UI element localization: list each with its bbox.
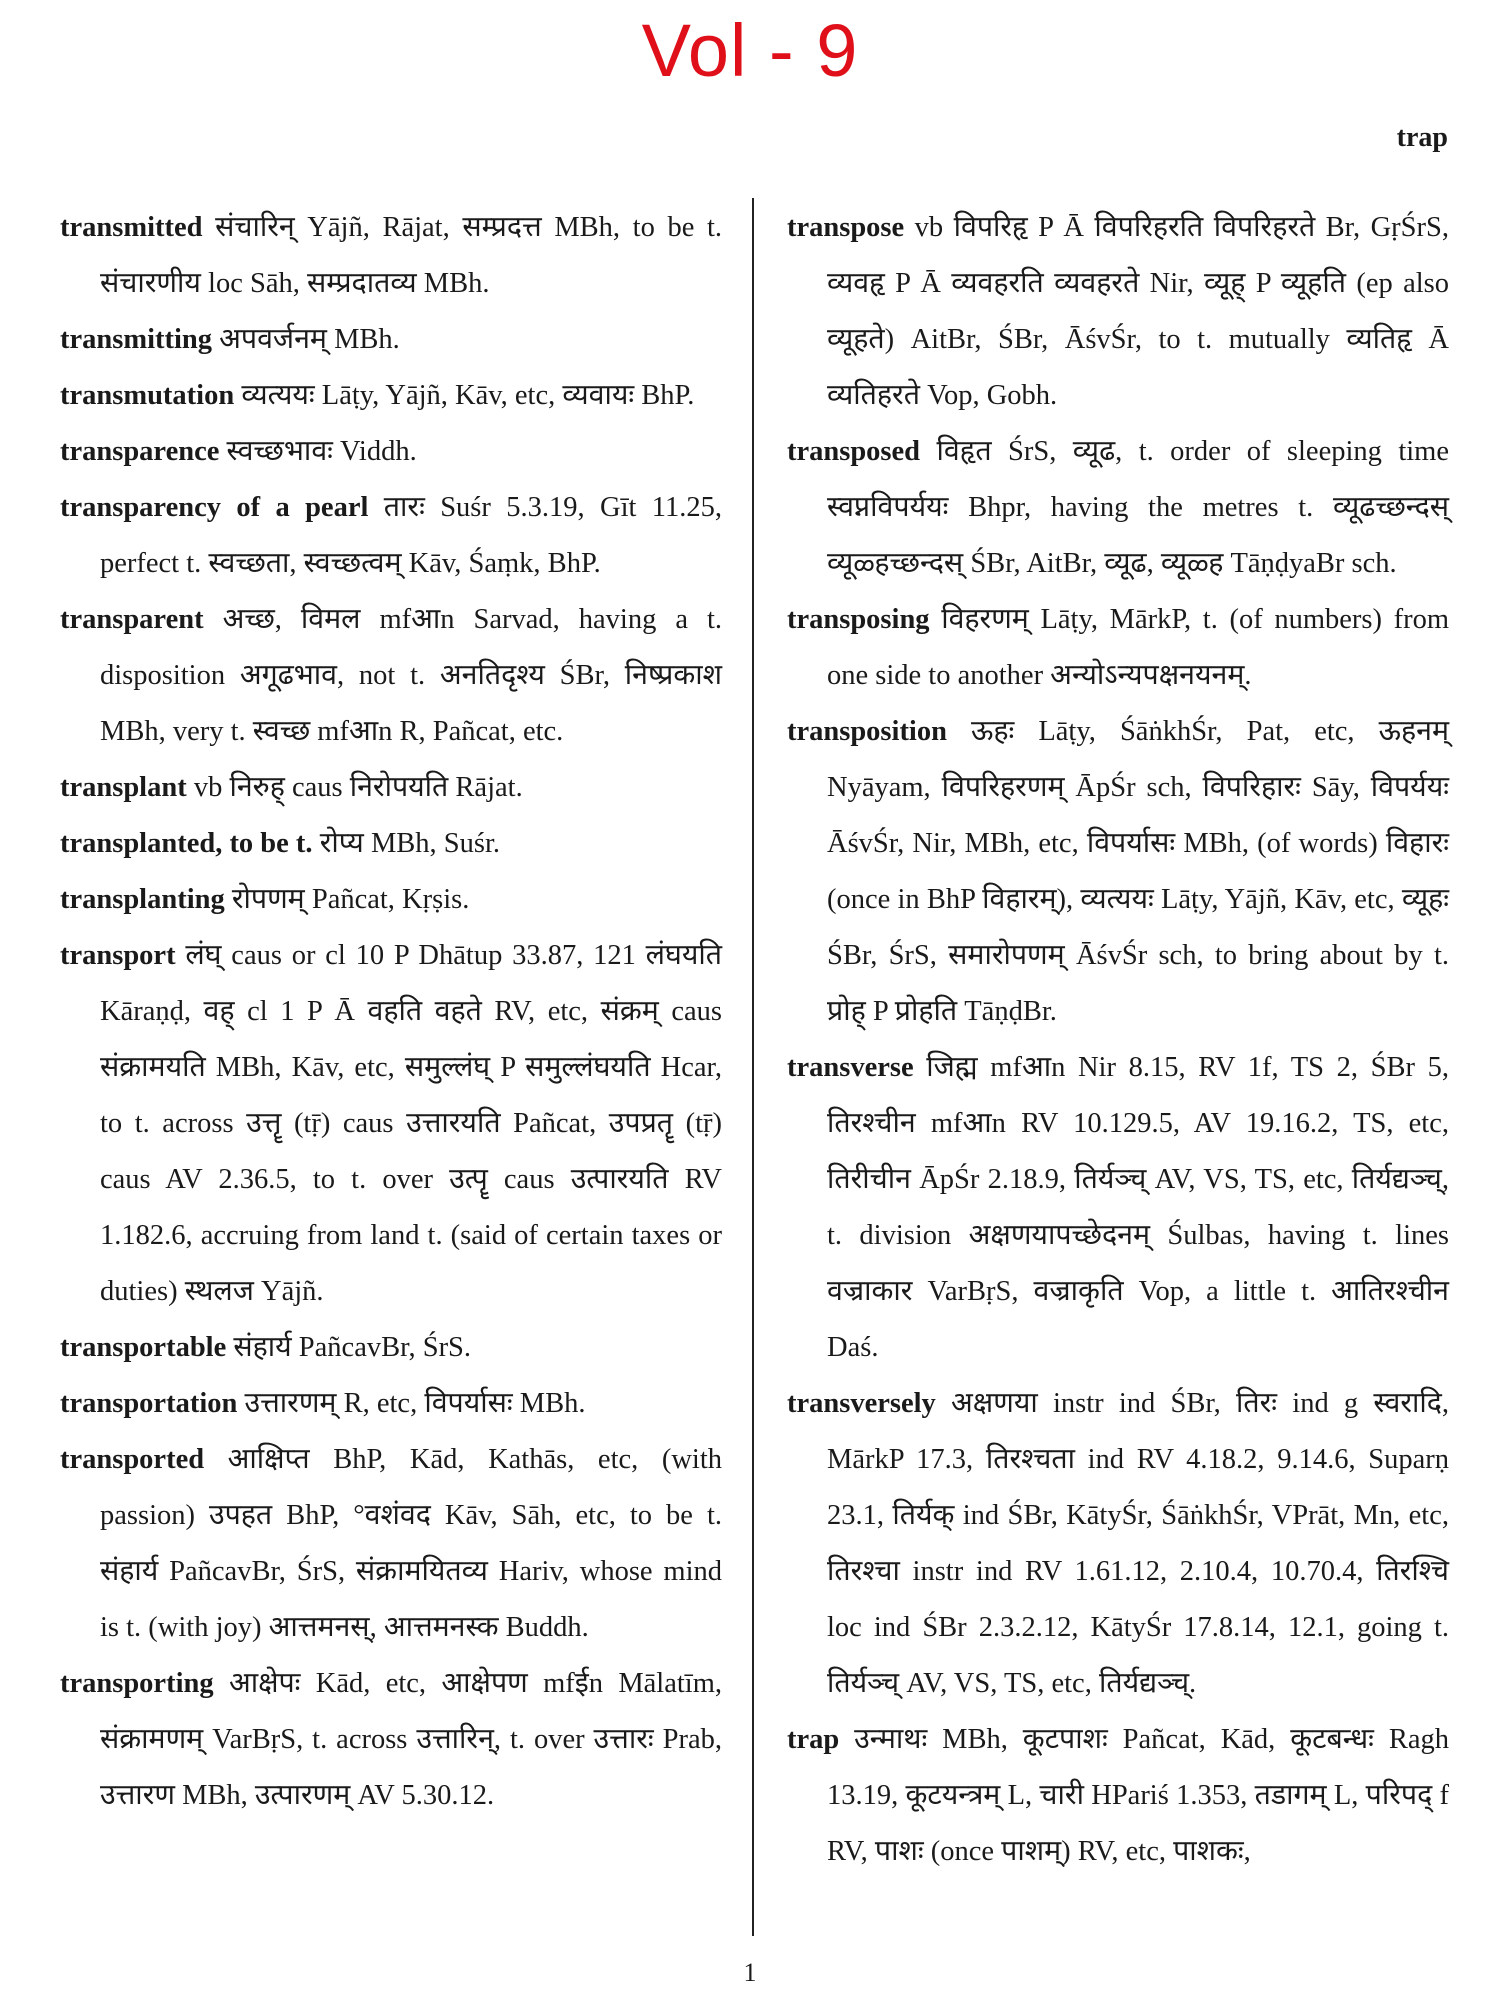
entry-headword: transposition (787, 716, 947, 747)
entry-headword: transpose (787, 212, 905, 243)
entry-headword: transverse (787, 1052, 914, 1083)
entry-definition: आक्षिप्त BhP, Kād, Kathās, etc, (with passion) उपहत BhP, °वशंवद Kāv, Sāh, etc, to be t. संहार्य PañcavBr, ŚrS, संक्रामयितव्य Hariv, whose mind is t. (with joy) आत्तमनस्, आत्तमनस्क Buddh. (100, 1444, 723, 1643)
dictionary-entry (60, 760, 722, 816)
entry-definition: उन्माथः MBh, कूटपाशः Pañcat, Kād, कूटबन्धः Ragh 13.19, कूटयन्त्रम् L, चारी HPariś 1.353, तडागम् L, परिपद् f RV, पाशः (once पाशम्) RV, etc, पाशकः, (827, 1724, 1449, 1867)
dictionary-entry (60, 368, 722, 424)
entry-headword: transmitted (60, 212, 203, 243)
guide-word: trap (1396, 122, 1448, 153)
entry-definition: लंघ् caus or cl 10 P Dhātup 33.87, 121 लंघयति Kāraṇḍ, वह् cl 1 P Ā वहति वहते RV, etc, संक्रम् caus संक्रामयति MBh, Kāv, etc, समुल्लंघ् P समुल्लंघयति Hcar, to t. across उत्तॄ (tṝ) caus उत्तारयति Pañcat, उपप्रतॄ (tṝ) caus AV 2.36.5, to t. over उत्पॄ caus उत्पारयति RV 1.182.6, accruing from land t. (said of certain taxes or duties) स्थलज Yājñ. (100, 940, 722, 1307)
dictionary-entry (60, 816, 722, 872)
dictionary-entry (60, 1656, 722, 1824)
dictionary-entry (60, 1320, 722, 1376)
entry-definition: विहृत ŚrS, व्यूढ, t. order of sleeping time स्वप्नविपर्ययः Bhpr, having the metres t. व्यूढच्छन्दस् व्यूळ्हच्छन्दस् ŚBr, AitBr, व्यूढ, व्यूळ्ह TāṇḍyaBr sch. (827, 436, 1449, 579)
volume-title: Vol - 9 (641, 9, 859, 92)
entry-definition: व्यत्ययः Lāṭy, Yājñ, Kāv, etc, व्यवायः BhP. (241, 380, 695, 411)
column-divider (752, 198, 754, 1936)
entry-definition: रोपणम् Pañcat, Kṛṣis. (231, 884, 470, 915)
entry-definition: जिह्म mfआn Nir 8.15, RV 1f, TS 2, ŚBr 5, तिरश्चीन mfआn RV 10.129.5, AV 19.16.2, TS, etc, तिरीचीन ĀpŚr 2.18.9, तिर्यञ्च् AV, VS, TS, etc, तिर्यद्यञ्च्, t. division अक्षणयापच्छेदनम् Śulbas, having t. lines वज्राकार VarBṛS, वज्राकृति Vop, a little t. आतिरश्चीन Daś. (827, 1052, 1450, 1363)
entry-definition: विहरणम् Lāṭy, MārkP, t. (of numbers) from one side to another अन्योऽन्यपक्षनयनम्. (827, 604, 1450, 691)
dictionary-entry (60, 1376, 722, 1432)
entry-definition: स्वच्छभावः Viddh. (226, 436, 417, 467)
right-column (787, 200, 1449, 1880)
entry-headword: transplant (60, 772, 187, 803)
entry-definition: संचारिन् Yājñ, Rājat, सम्प्रदत्त MBh, to be t. संचारणीय loc Sāh, सम्प्रदातव्य MBh. (100, 212, 722, 299)
entry-headword: trap (787, 1724, 840, 1755)
entry-headword: transporting (60, 1668, 214, 1699)
entry-headword: transparent (60, 604, 204, 635)
entry-headword: transparency of a pearl (60, 492, 369, 523)
entry-headword: transmutation (60, 380, 235, 411)
entry-definition: ऊहः Lāṭy, ŚāṅkhŚr, Pat, etc, ऊहनम् Nyāyam, विपरिहरणम् ĀpŚr sch, विपरिहारः Sāy, विपर्ययः ĀśvŚr, Nir, MBh, etc, विपर्यासः MBh, (of words) विहारः (once in BhP विहारम्), व्यत्ययः Lāṭy, Yājñ, Kāv, etc, व्यूहः ŚBr, ŚrS, समारोपणम् ĀśvŚr sch, to bring about by t. प्रोह् P प्रोहति TāṇḍBr. (827, 716, 1450, 1027)
dictionary-entry (787, 1712, 1449, 1880)
entry-headword: transposed (787, 436, 921, 467)
entry-definition: अच्छ, विमल mfआn Sarvad, having a t. disposition अगूढभाव, not t. अनतिदृश्य ŚBr, निष्प्रकाश MBh, very t. स्वच्छ mfआn R, Pañcat, etc. (100, 604, 723, 747)
entry-headword: transposing (787, 604, 930, 635)
dictionary-entry (787, 704, 1449, 1040)
entry-headword: transported (60, 1444, 205, 1475)
entry-definition: उत्तारणम् R, etc, विपर्यासः MBh. (244, 1388, 586, 1419)
entry-headword: transparence (60, 436, 220, 467)
dictionary-entry (787, 424, 1449, 592)
entry-definition: रोप्य MBh, Suśr. (319, 828, 501, 859)
entry-definition: अक्षणया instr ind ŚBr, तिरः ind g स्वरादि, MārkP 17.3, तिरश्चता ind RV 4.18.2, 9.14.6, Suparṇ 23.1, तिर्यक् ind ŚBr, KātyŚr, ŚāṅkhŚr, VPrāt, Mn, etc, तिरश्चा instr ind RV 1.61.12, 2.10.4, 10.70.4, तिरश्चि loc ind ŚBr 2.3.2.12, KātyŚr 17.8.14, 12.1, going t. तिर्यञ्च् AV, VS, TS, etc, तिर्यद्यञ्च्. (827, 1388, 1449, 1699)
page-number: 1 (743, 1958, 757, 1987)
dictionary-entry (60, 480, 722, 592)
entry-definition: तारः Suśr 5.3.19, Gīt 11.25, perfect t. स्वच्छता, स्वच्छत्वम् Kāv, Śaṃk, BhP. (100, 492, 722, 579)
entry-headword: transversely (787, 1388, 936, 1419)
dictionary-entry (60, 424, 722, 480)
entry-headword: transplanted, to be t. (60, 828, 313, 859)
dictionary-entry (787, 592, 1449, 704)
entry-headword: transportation (60, 1388, 238, 1419)
entry-definition: संहार्य PañcavBr, ŚrS. (233, 1332, 472, 1363)
dictionary-entry (60, 872, 722, 928)
entry-headword: transmitting (60, 324, 212, 355)
dictionary-entry (60, 592, 722, 760)
entry-definition: आक्षेपः Kād, etc, आक्षेपण mfईn Mālatīm, संक्रामणम् VarBṛS, t. across उत्तारिन्, t. over उत्तारः Prab, उत्तारण MBh, उत्पारणम् AV 5.30.12. (100, 1668, 723, 1811)
entry-definition: vb निरुह् caus निरोपयति Rājat. (193, 772, 523, 803)
dictionary-entry (60, 1432, 722, 1656)
dictionary-entry (60, 200, 722, 312)
entry-headword: transplanting (60, 884, 225, 915)
dictionary-entry (787, 1040, 1449, 1376)
entry-headword: transport (60, 940, 176, 971)
entry-headword: transportable (60, 1332, 227, 1363)
left-column (60, 200, 722, 1824)
dictionary-entry (60, 928, 722, 1320)
dictionary-entry (787, 1376, 1449, 1712)
dictionary-entry (787, 200, 1449, 424)
entry-definition: vb विपरिहृ P Ā विपरिहरति विपरिहरते Br, GṛŚrS, व्यवहृ P Ā व्यवहरति व्यवहरते Nir, व्यूह् P व्यूहति (ep also व्यूहते) AitBr, ŚBr, ĀśvŚr, to t. mutually व्यतिहृ Ā व्यतिहरते Vop, Gobh. (827, 212, 1449, 411)
entry-definition: अपवर्जनम् MBh. (219, 324, 400, 355)
dictionary-entry (60, 312, 722, 368)
